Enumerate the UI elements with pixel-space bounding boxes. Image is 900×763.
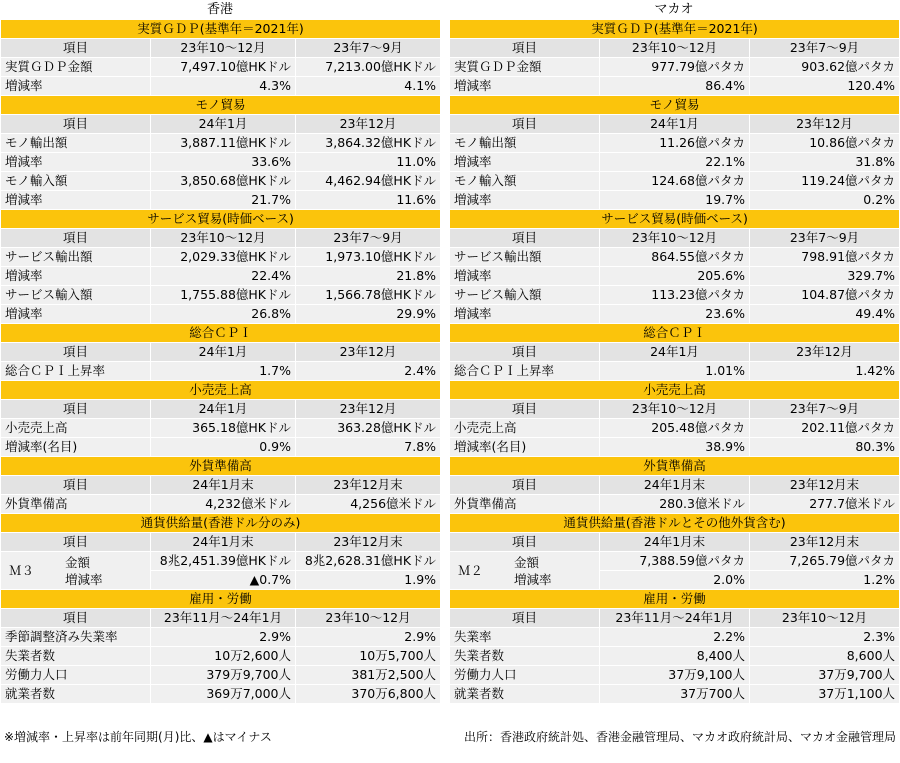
row-label: モノ輸入額 <box>1 172 151 191</box>
row-value: 8,400人 <box>600 647 750 666</box>
money-supply-label: Ｍ３ <box>9 562 35 578</box>
row-label: 季節調整済み失業率 <box>1 628 151 647</box>
row-label: 増減率 <box>1 305 151 324</box>
row-value: 4.1% <box>296 77 441 96</box>
row-value: 2.4% <box>296 362 441 381</box>
row-value: 3,887.11億HKドル <box>151 134 296 153</box>
row-label: 増減率 <box>1 191 151 210</box>
row-label: 増減率 <box>1 267 151 286</box>
column-header: 項目 <box>1 39 151 58</box>
section-title: 通貨供給量(香港ドルとその他外貨含む) <box>450 514 900 533</box>
column-header: 23年12月 <box>750 343 900 362</box>
row-value: 1,755.88億HKドル <box>151 286 296 305</box>
rate-value: 2.0% <box>600 571 750 590</box>
row-value: 10万5,700人 <box>296 647 441 666</box>
table-row <box>1 134 441 153</box>
row-value: 329.7% <box>750 267 900 286</box>
column-header-row <box>450 476 900 495</box>
row-value: 4,462.94億HKドル <box>296 172 441 191</box>
row-value: 22.1% <box>600 153 750 172</box>
row-value: 119.24億パタカ <box>750 172 900 191</box>
table-row <box>1 172 441 191</box>
column-header: 23年7～9月 <box>296 229 441 248</box>
column-header-row <box>1 400 441 419</box>
section-header <box>450 210 900 229</box>
column-header: 24年1月 <box>600 115 750 134</box>
section-header <box>1 381 441 400</box>
section-title: 総合ＣＰＩ <box>1 324 441 343</box>
column-header: 23年10～12月 <box>151 39 296 58</box>
amount-value: 7,388.59億パタカ <box>600 552 750 571</box>
section-header <box>1 210 441 229</box>
row-value: 2,029.33億HKドル <box>151 248 296 267</box>
column-header-row <box>1 609 441 628</box>
column-header-row <box>1 533 441 552</box>
row-label: 実質ＧＤＰ金額 <box>450 58 600 77</box>
column-header-row <box>1 476 441 495</box>
row-value: 49.4% <box>750 305 900 324</box>
row-label: サービス輸出額 <box>1 248 151 267</box>
column-header: 23年11月～24年1月 <box>151 609 296 628</box>
row-label: 労働力人口 <box>450 666 600 685</box>
row-value: 2.9% <box>296 628 441 647</box>
section-title: 外貨準備高 <box>450 457 900 476</box>
table-row <box>450 77 900 96</box>
column-header: 23年12月末 <box>750 476 900 495</box>
row-label: 増減率(名目) <box>1 438 151 457</box>
row-value: 3,850.68億HKドル <box>151 172 296 191</box>
column-header: 23年7～9月 <box>750 400 900 419</box>
row-value: 7,497.10億HKドル <box>151 58 296 77</box>
column-header: 項目 <box>450 39 600 58</box>
section-header <box>1 457 441 476</box>
column-header: 24年1月 <box>151 400 296 419</box>
row-value: 280.3億米ドル <box>600 495 750 514</box>
table-row <box>1 58 441 77</box>
row-value: 379万9,700人 <box>151 666 296 685</box>
section-header <box>450 96 900 115</box>
row-value: 2.3% <box>750 628 900 647</box>
row-value: 80.3% <box>750 438 900 457</box>
column-header: 項目 <box>450 476 600 495</box>
column-header: 23年10～12月 <box>296 609 441 628</box>
row-value: 977.79億パタカ <box>600 58 750 77</box>
table-row <box>1 647 441 666</box>
row-label: モノ輸出額 <box>1 134 151 153</box>
row-value: 37万9,700人 <box>750 666 900 685</box>
row-value: 205.48億パタカ <box>600 419 750 438</box>
row-value: 113.23億パタカ <box>600 286 750 305</box>
table-row <box>1 362 441 381</box>
column-header: 項目 <box>1 476 151 495</box>
row-label: 労働力人口 <box>1 666 151 685</box>
row-value: 363.28億HKドル <box>296 419 441 438</box>
column-header: 23年12月末 <box>296 476 441 495</box>
row-value: 277.7億米ドル <box>750 495 900 514</box>
table-row <box>1 267 441 286</box>
table-row <box>450 305 900 324</box>
row-label: 総合ＣＰＩ上昇率 <box>450 362 600 381</box>
row-value: 11.0% <box>296 153 441 172</box>
money-supply-cell <box>1 552 151 590</box>
row-label: 増減率 <box>450 305 600 324</box>
rate-value: 1.2% <box>750 571 900 590</box>
section-title: モノ貿易 <box>1 96 441 115</box>
table-row <box>450 628 900 647</box>
table-row <box>450 286 900 305</box>
column-header: 項目 <box>1 115 151 134</box>
section-header <box>450 324 900 343</box>
row-value: 365.18億HKドル <box>151 419 296 438</box>
section-title: 小売売上高 <box>1 381 441 400</box>
section-header <box>1 20 441 39</box>
macau-panel <box>449 0 899 704</box>
row-label: 増減率 <box>450 77 600 96</box>
column-header: 24年1月末 <box>600 533 750 552</box>
row-label: サービス輸入額 <box>1 286 151 305</box>
rate-value: 1.9% <box>296 571 441 590</box>
row-value: 10万2,600人 <box>151 647 296 666</box>
table-row <box>450 191 900 210</box>
column-header-row <box>1 229 441 248</box>
row-value: 864.55億パタカ <box>600 248 750 267</box>
column-header: 23年12月 <box>296 115 441 134</box>
column-header: 23年12月末 <box>750 533 900 552</box>
column-header: 24年1月末 <box>151 476 296 495</box>
money-supply-sub-labels <box>514 552 552 589</box>
rate-label: 増減率 <box>65 571 103 587</box>
row-value: 26.8% <box>151 305 296 324</box>
section-header <box>450 514 900 533</box>
row-label: 就業者数 <box>450 685 600 704</box>
row-value: 31.8% <box>750 153 900 172</box>
section-title: 小売売上高 <box>450 381 900 400</box>
column-header: 23年12月 <box>750 115 900 134</box>
table-row <box>450 419 900 438</box>
table-row <box>1 495 441 514</box>
money-supply-sub-labels <box>65 552 103 589</box>
table-row <box>1 628 441 647</box>
column-header: 項目 <box>1 533 151 552</box>
section-header <box>450 590 900 609</box>
table-row <box>1 419 441 438</box>
row-value: 21.7% <box>151 191 296 210</box>
column-header: 項目 <box>1 229 151 248</box>
row-value: 1,973.10億HKドル <box>296 248 441 267</box>
table-row <box>450 685 900 704</box>
row-value: 37万9,100人 <box>600 666 750 685</box>
row-label: 小売売上高 <box>1 419 151 438</box>
row-value: 11.6% <box>296 191 441 210</box>
table-row <box>450 438 900 457</box>
row-value: 37万700人 <box>600 685 750 704</box>
row-value: 8,600人 <box>750 647 900 666</box>
row-value: 23.6% <box>600 305 750 324</box>
column-header: 23年7～9月 <box>296 39 441 58</box>
table-row <box>450 647 900 666</box>
column-header: 項目 <box>450 343 600 362</box>
section-title: モノ貿易 <box>450 96 900 115</box>
section-title: 実質ＧＤＰ(基準年＝2021年) <box>450 20 900 39</box>
column-header: 23年12月末 <box>296 533 441 552</box>
section-title: 総合ＣＰＩ <box>450 324 900 343</box>
row-value: 798.91億パタカ <box>750 248 900 267</box>
row-value: 4.3% <box>151 77 296 96</box>
row-label: 増減率 <box>450 191 600 210</box>
row-value: 29.9% <box>296 305 441 324</box>
row-value: 370万6,800人 <box>296 685 441 704</box>
row-value: 2.9% <box>151 628 296 647</box>
section-title: 雇用・労働 <box>1 590 441 609</box>
table-row <box>1 666 441 685</box>
row-value: 2.2% <box>600 628 750 647</box>
row-value: 4,256億米ドル <box>296 495 441 514</box>
table-row <box>450 267 900 286</box>
row-value: 0.2% <box>750 191 900 210</box>
column-header: 23年10～12月 <box>600 229 750 248</box>
hong-kong-panel <box>0 0 440 704</box>
rate-value: ▲0.7% <box>151 571 296 590</box>
row-label: 増減率 <box>450 153 600 172</box>
row-value: 205.6% <box>600 267 750 286</box>
column-header: 24年1月 <box>151 115 296 134</box>
row-label: 失業率 <box>450 628 600 647</box>
amount-label: 金額 <box>65 554 91 570</box>
column-header: 項目 <box>450 609 600 628</box>
column-header: 23年7～9月 <box>750 229 900 248</box>
column-header-row <box>450 115 900 134</box>
row-value: 381万2,500人 <box>296 666 441 685</box>
row-label: 小売売上高 <box>450 419 600 438</box>
column-header: 項目 <box>1 343 151 362</box>
column-header: 項目 <box>450 115 600 134</box>
section-header <box>450 20 900 39</box>
column-header: 24年1月末 <box>600 476 750 495</box>
row-value: 903.62億パタカ <box>750 58 900 77</box>
row-value: 1,566.78億HKドル <box>296 286 441 305</box>
rate-label: 増減率 <box>514 571 552 587</box>
column-header: 23年12月 <box>296 343 441 362</box>
row-value: 19.7% <box>600 191 750 210</box>
section-title: 通貨供給量(香港ドル分のみ) <box>1 514 441 533</box>
column-header-row <box>450 533 900 552</box>
row-value: 104.87億パタカ <box>750 286 900 305</box>
table-row <box>450 495 900 514</box>
table-row <box>1 552 441 571</box>
column-header: 23年10～12月 <box>750 609 900 628</box>
row-value: 10.86億パタカ <box>750 134 900 153</box>
row-value: 37万1,100人 <box>750 685 900 704</box>
column-header-row <box>450 343 900 362</box>
row-label: 増減率 <box>450 267 600 286</box>
row-label: 外貨準備高 <box>450 495 600 514</box>
table-row <box>450 552 900 571</box>
row-value: 22.4% <box>151 267 296 286</box>
table-row <box>450 58 900 77</box>
row-value: 21.8% <box>296 267 441 286</box>
column-header: 24年1月 <box>600 343 750 362</box>
row-value: 120.4% <box>750 77 900 96</box>
row-label: 増減率 <box>1 153 151 172</box>
source-note: 出所：香港政府統計処、香港金融管理局、マカオ政府統計局、マカオ金融管理局 <box>463 730 896 744</box>
table-row <box>1 153 441 172</box>
table-row <box>1 305 441 324</box>
table-row <box>450 134 900 153</box>
row-label: 失業者数 <box>1 647 151 666</box>
section-title: 外貨準備高 <box>1 457 441 476</box>
column-header: 24年1月 <box>151 343 296 362</box>
section-header <box>1 96 441 115</box>
row-value: 202.11億パタカ <box>750 419 900 438</box>
table-row <box>450 362 900 381</box>
row-value: 124.68億パタカ <box>600 172 750 191</box>
row-label: 総合ＣＰＩ上昇率 <box>1 362 151 381</box>
amount-value: 8兆2,451.39億HKドル <box>151 552 296 571</box>
row-value: 0.9% <box>151 438 296 457</box>
section-header <box>1 514 441 533</box>
table-row <box>450 172 900 191</box>
row-value: 1.7% <box>151 362 296 381</box>
section-header <box>450 381 900 400</box>
column-header-row <box>1 39 441 58</box>
column-header-row <box>1 115 441 134</box>
table-row <box>1 438 441 457</box>
column-header: 24年1月末 <box>151 533 296 552</box>
money-supply-label-group <box>9 552 146 589</box>
table-row <box>1 191 441 210</box>
row-label: 外貨準備高 <box>1 495 151 514</box>
column-header-row <box>450 400 900 419</box>
table-row <box>450 153 900 172</box>
amount-value: 7,265.79億パタカ <box>750 552 900 571</box>
row-value: 4,232億米ドル <box>151 495 296 514</box>
footnote: ※増減率・上昇率は前年同期(月)比、▲はマイナス <box>4 730 272 744</box>
amount-label: 金額 <box>514 554 540 570</box>
row-value: 1.42% <box>750 362 900 381</box>
row-value: 7,213.00億HKドル <box>296 58 441 77</box>
row-label: モノ輸入額 <box>450 172 600 191</box>
section-title: サービス貿易(時価ベース) <box>1 210 441 229</box>
section-header <box>1 590 441 609</box>
table-row <box>1 248 441 267</box>
column-header: 23年10～12月 <box>600 400 750 419</box>
section-header <box>1 324 441 343</box>
hong-kong-table <box>0 19 441 704</box>
column-header: 項目 <box>450 229 600 248</box>
row-value: 38.9% <box>600 438 750 457</box>
row-value: 86.4% <box>600 77 750 96</box>
row-value: 33.6% <box>151 153 296 172</box>
table-row <box>450 666 900 685</box>
hong-kong-title: 香港 <box>206 2 233 17</box>
column-header: 23年10～12月 <box>600 39 750 58</box>
money-supply-cell <box>450 552 600 590</box>
table-row <box>1 77 441 96</box>
row-label: サービス輸入額 <box>450 286 600 305</box>
column-header-row <box>450 39 900 58</box>
column-header-row <box>450 229 900 248</box>
macau-title: マカオ <box>654 2 694 17</box>
row-label: 失業者数 <box>450 647 600 666</box>
table-row <box>1 286 441 305</box>
row-label: 就業者数 <box>1 685 151 704</box>
section-header <box>450 457 900 476</box>
section-title: 雇用・労働 <box>450 590 900 609</box>
section-title: 実質ＧＤＰ(基準年＝2021年) <box>1 20 441 39</box>
section-title: サービス貿易(時価ベース) <box>450 210 900 229</box>
column-header: 23年12月 <box>296 400 441 419</box>
column-header-row <box>450 609 900 628</box>
column-header: 23年7～9月 <box>750 39 900 58</box>
row-value: 7.8% <box>296 438 441 457</box>
row-value: 3,864.32億HKドル <box>296 134 441 153</box>
amount-value: 8兆2,628.31億HKドル <box>296 552 441 571</box>
table-row <box>1 685 441 704</box>
row-value: 1.01% <box>600 362 750 381</box>
row-value: 369万7,000人 <box>151 685 296 704</box>
column-header-row <box>1 343 441 362</box>
column-header: 項目 <box>1 400 151 419</box>
column-header: 項目 <box>1 609 151 628</box>
row-label: モノ輸出額 <box>450 134 600 153</box>
table-row <box>450 248 900 267</box>
money-supply-label-group <box>458 552 595 589</box>
column-header: 項目 <box>450 533 600 552</box>
column-header: 23年10～12月 <box>151 229 296 248</box>
column-header: 項目 <box>450 400 600 419</box>
row-label: 実質ＧＤＰ金額 <box>1 58 151 77</box>
row-label: 増減率(名目) <box>450 438 600 457</box>
macau-table <box>449 19 900 704</box>
column-header: 23年11月～24年1月 <box>600 609 750 628</box>
money-supply-label: Ｍ２ <box>458 562 484 578</box>
row-value: 11.26億パタカ <box>600 134 750 153</box>
row-label: 増減率 <box>1 77 151 96</box>
row-label: サービス輸出額 <box>450 248 600 267</box>
